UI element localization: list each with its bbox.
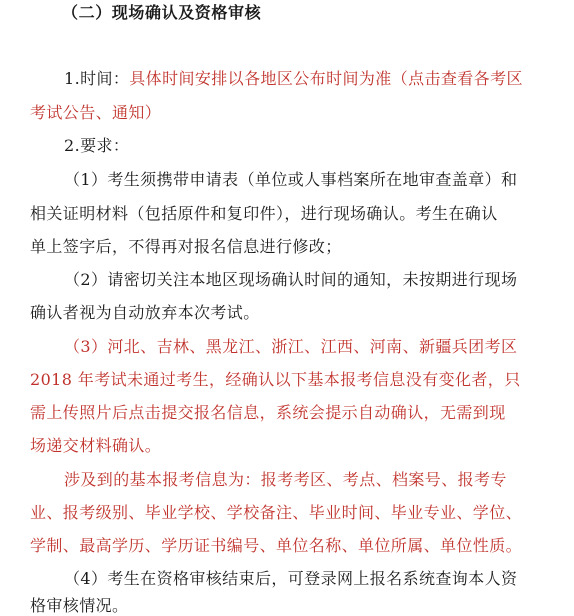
para-3-line-1: （3）河北、吉林、黑龙江、浙江、江西、河南、新疆兵团考区 bbox=[64, 337, 518, 356]
para-3-line-3: 需上传照片后点击提交报名信息，系统会提示自动确认，无需到现 bbox=[30, 403, 506, 422]
para-2-line-2: 确认者视为自动放弃本次考试。 bbox=[30, 303, 260, 322]
para-4-line-2: 业、报考级别、毕业学校、学校备注、毕业时间、毕业专业、学位、 bbox=[30, 503, 523, 522]
item-2-label: 2.要求： bbox=[64, 136, 130, 155]
item-1-line-2: 考试公告、通知） bbox=[30, 103, 162, 122]
para-5-line-2: 格审核情况。 bbox=[30, 596, 129, 615]
para-4-line-1: 涉及到的基本报考信息为：报考考区、考点、档案号、报考专 bbox=[64, 470, 507, 489]
para-1-line-1: （1）考生须携带申请表（单位或人事档案所在地审查盖章）和 bbox=[64, 170, 518, 189]
item-1-line-1 bbox=[64, 69, 523, 89]
item-1-time-text: 具体时间安排以各地区公布时间为准（点击查看各考区 bbox=[129, 69, 523, 88]
para-2-line-1: （2）请密切关注本地区现场确认时间的通知，未按期进行现场 bbox=[64, 270, 518, 289]
para-1-line-3: 单上签字后，不得再对报名信息进行修改； bbox=[30, 237, 342, 256]
section-heading: （二）现场确认及资格审核 bbox=[62, 3, 262, 22]
item-1-label: 1.时间： bbox=[64, 69, 130, 88]
para-5-line-1: （4）考生在资格审核结束后，可登录网上报名系统查询本人资 bbox=[64, 569, 518, 588]
para-3-line-2: 2018 年考试未通过考生，经确认以下基本报考信息没有变化者，只 bbox=[30, 370, 521, 389]
para-4-line-3: 学制、最高学历、学历证书编号、单位名称、单位所属、单位性质。 bbox=[30, 536, 523, 555]
para-1-line-2: 相关证明材料（包括原件和复印件），进行现场确认。考生在确认 bbox=[30, 204, 498, 223]
para-3-line-4: 场递交材料确认。 bbox=[30, 436, 162, 455]
